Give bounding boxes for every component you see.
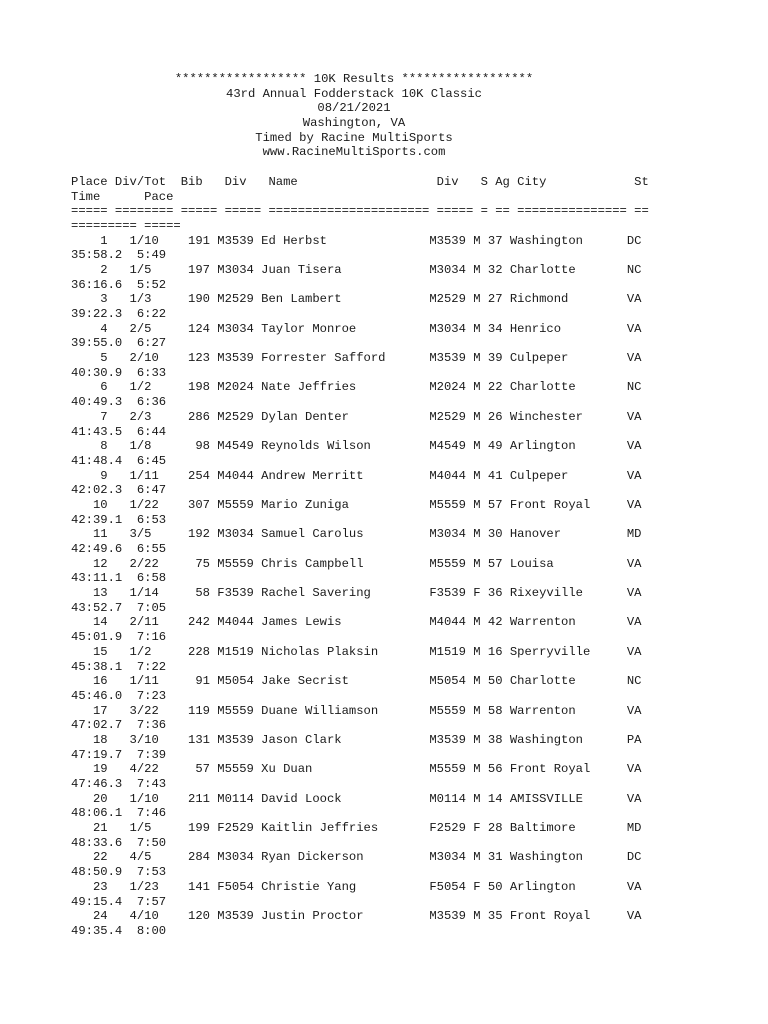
result-time-pace: 42:02.3 6:47 <box>71 483 167 498</box>
result-line: 24 4/10 120 M3539 Justin Proctor M3539 M 35 Front Royal VA <box>71 909 642 924</box>
blank-line <box>71 160 649 175</box>
table-row <box>71 850 649 879</box>
result-time-pace: 41:48.4 6:45 <box>71 453 167 468</box>
column-header-row: Place Div/Tot Bib Div Name Div S Ag City St <box>71 174 649 189</box>
result-time-pace: 47:19.7 7:39 <box>71 747 167 762</box>
table-row <box>71 792 649 821</box>
result-line: 4 2/5 124 M3034 Taylor Monroe M3034 M 34 Henrico VA <box>71 321 642 336</box>
event-date: 08/21/2021 <box>317 101 391 116</box>
table-row <box>71 351 649 380</box>
table-row <box>71 292 649 321</box>
result-time-pace: 48:06.1 7:46 <box>71 806 167 821</box>
table-row <box>71 880 649 909</box>
result-time-pace: 49:15.4 7:57 <box>71 894 167 909</box>
timing-website: www.RacineMultiSports.com <box>262 145 446 160</box>
table-row <box>71 674 649 703</box>
table-row <box>71 469 649 498</box>
result-line: 10 1/22 307 M5559 Mario Zuniga M5559 M 57 Front Royal VA <box>71 497 642 512</box>
result-line: 8 1/8 98 M4549 Reynolds Wilson M4549 M 49 Arlington VA <box>71 439 642 454</box>
result-line: 5 2/10 123 M3539 Forrester Safford M3539 M 39 Culpeper VA <box>71 351 642 366</box>
table-row <box>71 527 649 556</box>
result-line: 11 3/5 192 M3034 Samuel Carolus M3034 M 30 Hanover MD <box>71 527 642 542</box>
table-row <box>71 762 649 791</box>
results-header <box>71 72 637 160</box>
result-time-pace: 42:39.1 6:53 <box>71 512 167 527</box>
result-line: 18 3/10 131 M3539 Jason Clark M3539 M 38 Washington PA <box>71 732 642 747</box>
result-time-pace: 35:58.2 5:49 <box>71 248 167 263</box>
result-line: 15 1/2 228 M1519 Nicholas Plaksin M1519 M 16 Sperryville VA <box>71 644 642 659</box>
result-line: 16 1/11 91 M5054 Jake Secrist M5054 M 50 Charlotte NC <box>71 674 642 689</box>
result-line: 3 1/3 190 M2529 Ben Lambert M2529 M 27 Richmond VA <box>71 292 642 307</box>
result-time-pace: 43:52.7 7:05 <box>71 600 167 615</box>
result-time-pace: 39:22.3 6:22 <box>71 307 167 321</box>
result-time-pace: 41:43.5 6:44 <box>71 424 167 439</box>
result-time-pace: 45:38.1 7:22 <box>71 659 167 674</box>
event-title: 43rd Annual Fodderstack 10K Classic <box>226 86 482 101</box>
table-row <box>71 439 649 468</box>
result-line: 6 1/2 198 M2024 Nate Jeffries M2024 M 22 Charlotte NC <box>71 380 642 395</box>
result-line: 19 4/22 57 M5559 Xu Duan M5559 M 56 Front Royal VA <box>71 762 642 777</box>
table-row <box>71 322 649 351</box>
separator-row: ===== ======== ===== ===== ====================== ===== = == =============== == <box>71 204 649 219</box>
results-document <box>71 72 649 939</box>
result-line: 13 1/14 58 F3539 Rachel Savering F3539 F 36 Rixeyville VA <box>71 586 642 601</box>
separator-row-continued: ========= ===== <box>71 218 181 233</box>
timing-company: Timed by Racine MultiSports <box>255 130 453 145</box>
table-row <box>71 234 649 263</box>
table-row <box>71 704 649 733</box>
table-row <box>71 615 649 644</box>
result-time-pace: 48:33.6 7:50 <box>71 835 167 850</box>
result-line: 14 2/11 242 M4044 James Lewis M4044 M 42 Warrenton VA <box>71 615 642 630</box>
result-line: 1 1/10 191 M3539 Ed Herbst M3539 M 37 Washington DC <box>71 233 642 248</box>
results-list <box>71 234 649 939</box>
result-time-pace: 48:50.9 7:53 <box>71 865 167 880</box>
result-line: 20 1/10 211 M0114 David Loock M0114 M 14 AMISSVILLE VA <box>71 791 642 806</box>
table-row <box>71 733 649 762</box>
result-time-pace: 39:55.0 6:27 <box>71 336 167 351</box>
result-line: 2 1/5 197 M3034 Juan Tisera M3034 M 32 Charlotte NC <box>71 262 642 277</box>
result-time-pace: 45:01.9 7:16 <box>71 630 167 645</box>
result-time-pace: 42:49.6 6:55 <box>71 542 167 556</box>
table-row <box>71 557 649 586</box>
result-time-pace: 40:49.3 6:36 <box>71 395 167 410</box>
table-row <box>71 410 649 439</box>
event-location: Washington, VA <box>302 116 406 131</box>
result-line: 12 2/22 75 M5559 Chris Campbell M5559 M 57 Louisa VA <box>71 556 642 571</box>
result-line: 22 4/5 284 M3034 Ryan Dickerson M3034 M 31 Washington DC <box>71 850 642 865</box>
column-header-row-continued: Time Pace <box>71 189 174 204</box>
table-row <box>71 821 649 850</box>
table-row <box>71 645 649 674</box>
table-row <box>71 909 649 938</box>
table-row <box>71 498 649 527</box>
result-line: 9 1/11 254 M4044 Andrew Merritt M4044 M 41 Culpeper VA <box>71 468 642 483</box>
result-time-pace: 47:46.3 7:43 <box>71 777 167 791</box>
result-line: 23 1/23 141 F5054 Christie Yang F5054 F 50 Arlington VA <box>71 879 642 894</box>
table-row <box>71 380 649 409</box>
result-time-pace: 47:02.7 7:36 <box>71 718 167 733</box>
result-time-pace: 49:35.4 8:00 <box>71 923 167 938</box>
results-banner: ****************** 10K Results ****************** <box>174 72 534 86</box>
result-time-pace: 40:30.9 6:33 <box>71 365 167 380</box>
table-row <box>71 263 649 292</box>
table-row <box>71 586 649 615</box>
result-time-pace: 36:16.6 5:52 <box>71 277 167 292</box>
result-line: 7 2/3 286 M2529 Dylan Denter M2529 M 26 Winchester VA <box>71 409 642 424</box>
result-time-pace: 43:11.1 6:58 <box>71 571 167 586</box>
result-line: 21 1/5 199 F2529 Kaitlin Jeffries F2529 F 28 Baltimore MD <box>71 821 642 836</box>
result-time-pace: 45:46.0 7:23 <box>71 688 167 703</box>
result-line: 17 3/22 119 M5559 Duane Williamson M5559 M 58 Warrenton VA <box>71 703 642 718</box>
